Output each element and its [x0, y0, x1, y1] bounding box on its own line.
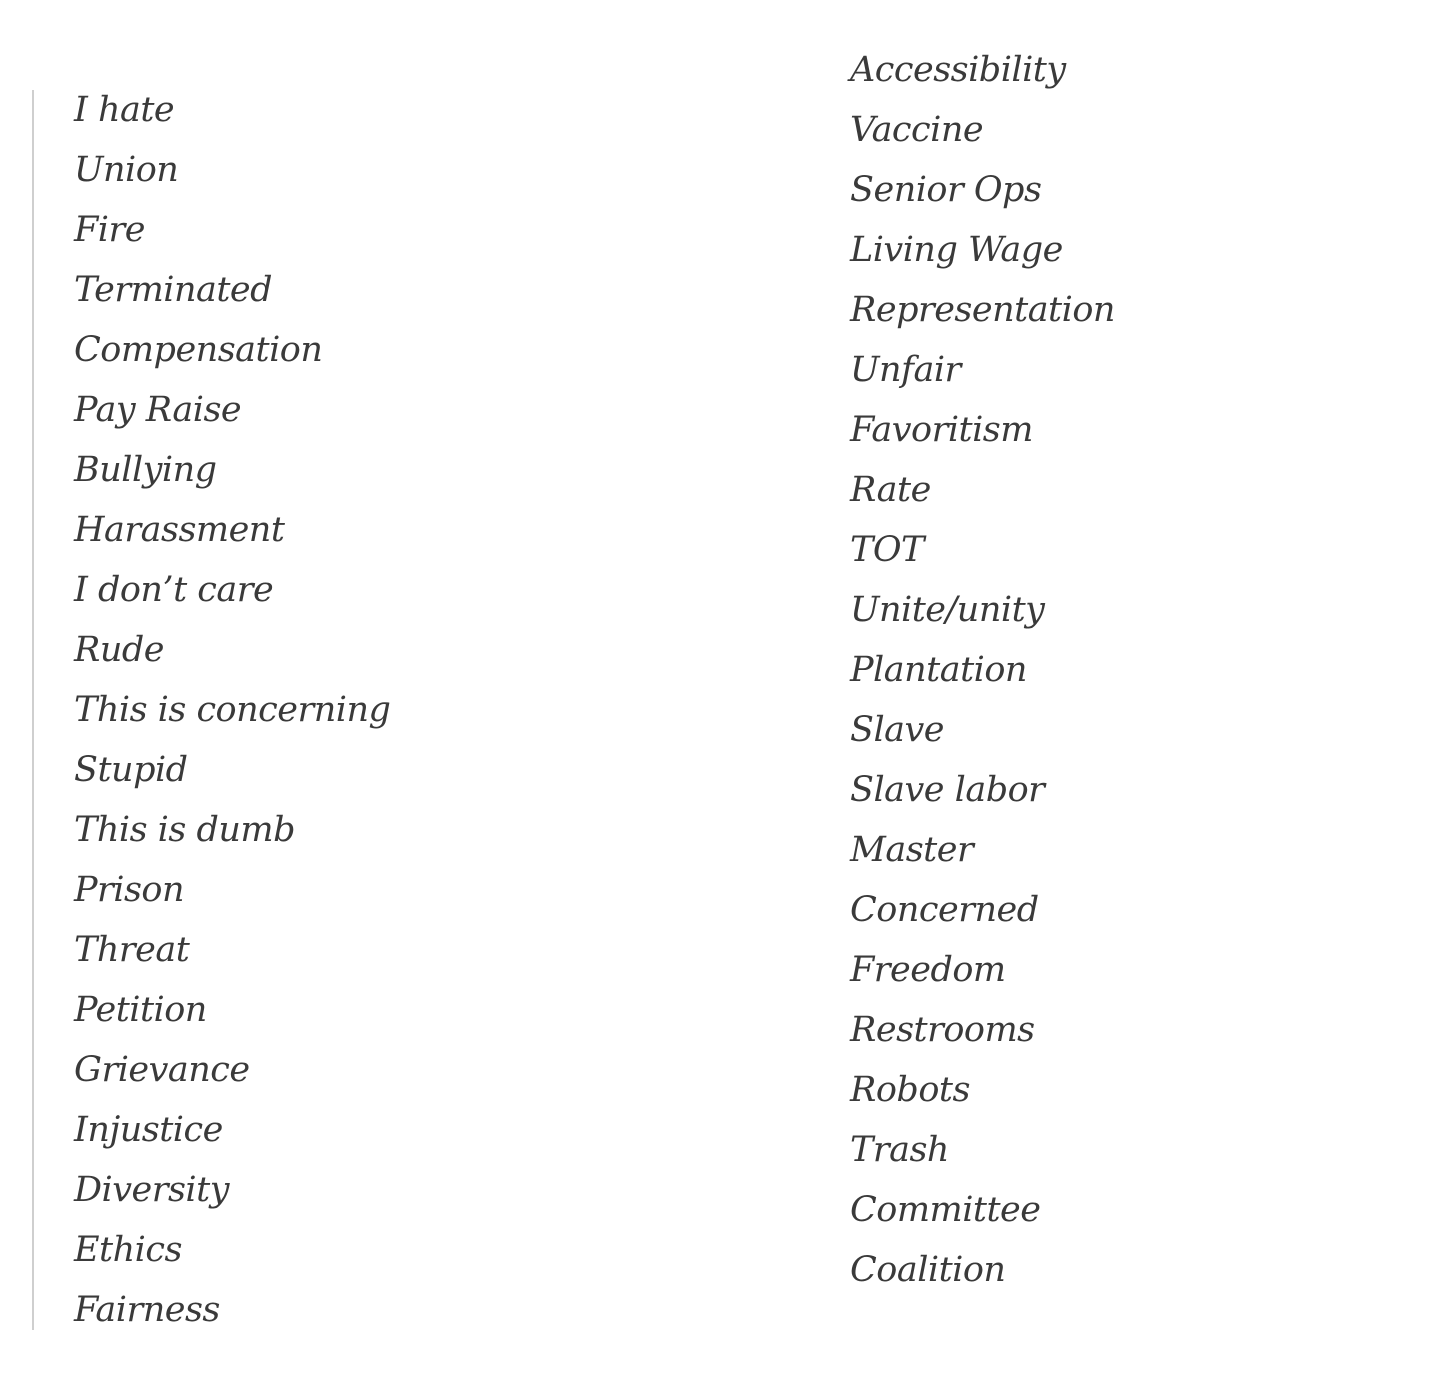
list-item: Vaccine	[850, 110, 984, 150]
list-item: Trash	[850, 1130, 949, 1170]
list-item: This is dumb	[74, 810, 295, 850]
list-item: Accessibility	[850, 50, 1066, 90]
list-item: Compensation	[74, 330, 323, 370]
list-item: Fairness	[74, 1290, 220, 1330]
list-item: Senior Ops	[850, 170, 1042, 210]
list-item: This is concerning	[74, 690, 391, 730]
list-item: Unfair	[850, 350, 961, 390]
list-item: Representation	[850, 290, 1115, 330]
list-item: I hate	[74, 90, 175, 130]
list-item: Prison	[74, 870, 185, 910]
list-item: Stupid	[74, 750, 188, 790]
list-item: Slave	[850, 710, 945, 750]
list-item: Threat	[74, 930, 190, 970]
list-item: Pay Raise	[74, 390, 242, 430]
list-item: Concerned	[850, 890, 1039, 930]
list-item: Rate	[850, 470, 931, 510]
list-item: Terminated	[74, 270, 273, 310]
list-item: TOT	[850, 530, 924, 570]
list-item: Committee	[850, 1190, 1041, 1230]
list-item: Freedom	[850, 950, 1006, 990]
list-item: Master	[850, 830, 974, 870]
right-word-list	[850, 40, 1115, 1300]
list-item: Living Wage	[850, 230, 1063, 270]
list-item: Ethics	[74, 1230, 182, 1270]
list-item: Restrooms	[850, 1010, 1035, 1050]
list-item: Injustice	[74, 1110, 223, 1150]
list-item: Robots	[850, 1070, 970, 1110]
list-item: Union	[74, 150, 179, 190]
list-item: Slave labor	[850, 770, 1045, 810]
list-item: Bullying	[74, 450, 217, 490]
list-item: Diversity	[74, 1170, 229, 1210]
list-item: Rude	[74, 630, 165, 670]
list-item: Plantation	[850, 650, 1027, 690]
list-item: I don’t care	[74, 570, 274, 610]
blockquote-rule	[32, 90, 34, 1330]
list-item: Favoritism	[850, 410, 1033, 450]
list-item: Coalition	[850, 1250, 1006, 1290]
list-item: Petition	[74, 990, 207, 1030]
list-item: Fire	[74, 210, 145, 250]
list-item: Grievance	[74, 1050, 250, 1090]
list-item: Unite/unity	[850, 590, 1045, 630]
left-word-list	[74, 80, 390, 1340]
list-item: Harassment	[74, 510, 285, 550]
